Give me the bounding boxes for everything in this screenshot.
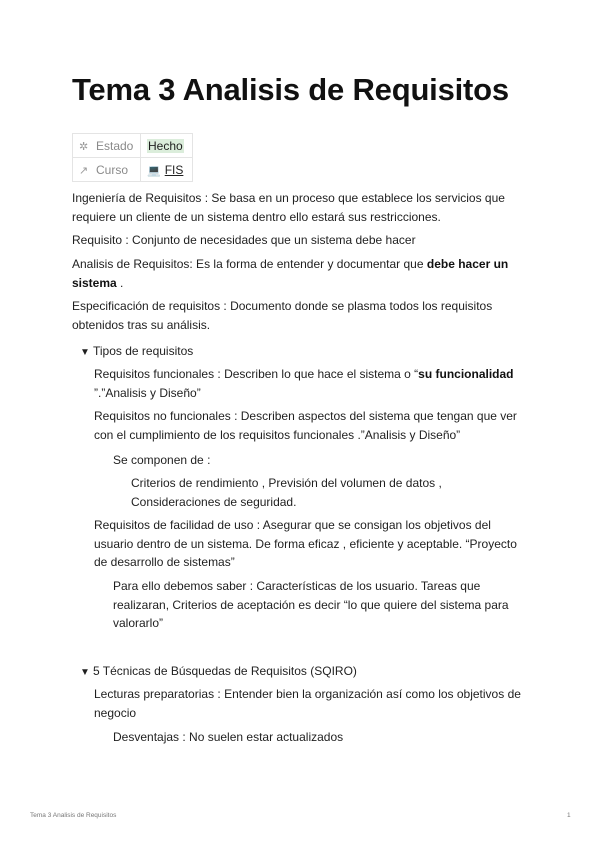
paragraph-analisis: Analisis de Requisitos: Es la forma de entender y documentar que debe hacer un sistema .	[72, 257, 509, 290]
paragraph-requisito: Requisito : Conjunto de necesidades que un sistema debe hacer	[72, 233, 416, 247]
paragraph-desventajas: Desventajas : No suelen estar actualizados	[113, 730, 344, 744]
footer-page-number: 1	[567, 812, 571, 819]
paragraph-facilidad-uso: Requisitos de facilidad de uso : Asegurar que se consigan los objetivos del usuario dentro de un sistema. De forma eficaz , eficiente y aceptable. “Proyecto de desarrollo de sistemas”	[94, 518, 517, 569]
footer-title: Tema 3 Analisis de Requisitos	[30, 812, 117, 819]
laptop-icon: 💻	[147, 164, 161, 177]
paragraph-especificacion: Especificación de requisitos : Documento donde se plasma todos los requisitos obtenidos tras su análisis.	[72, 299, 493, 332]
paragraph-req-funcionales: Requisitos funcionales : Describen lo que hace el sistema o “su funcionalidad ”.”Analisis y Diseño”	[94, 367, 514, 400]
course-link[interactable]: FIS	[164, 162, 184, 177]
paragraph-criterios: Criterios de rendimiento , Previsión del volumen de datos , Consideraciones de seguridad.	[131, 476, 442, 509]
property-key: Estado	[96, 138, 134, 153]
toggle-tipos-requisitos[interactable]: ▼ Tipos de requisitos	[80, 342, 193, 362]
paragraph-se-componen: Se componen de :	[113, 453, 211, 467]
paragraph-ingenieria: Ingeniería de Requisitos : Se basa en un proceso que establece los servicios que requiere un cliente de un sistema dentro ello estará sus restricciones.	[72, 191, 505, 224]
paragraph-lecturas: Lecturas preparatorias : Entender bien la organización así como los objetivos de negocio	[94, 687, 521, 720]
paragraph-req-no-funcionales: Requisitos no funcionales : Describen aspectos del sistema que tengan que ver con el cumplimiento de los requisitos funcionales .”Analisis y Diseño”	[94, 409, 517, 442]
toggle-tecnicas-busqueda[interactable]: ▼ 5 Técnicas de Búsquedas de Requisitos (SQIRO)	[80, 662, 357, 682]
arrow-up-right-icon: ↗	[79, 164, 89, 177]
status-badge: Hecho	[148, 138, 183, 153]
property-row-estado	[73, 134, 193, 158]
triangle-down-icon[interactable]: ▼	[80, 667, 90, 678]
loading-icon: ✲	[79, 140, 89, 153]
paragraph-debemos-saber: Para ello debemos saber : Características de los usuario. Tareas que realizaran, Criterios de aceptación es decir “lo que quiere del sistema para valorarlo”	[113, 579, 509, 630]
property-row-curso	[73, 158, 193, 182]
page-title: Tema 3 Analisis de Requisitos	[72, 72, 509, 107]
properties-table	[72, 133, 193, 182]
property-key: Curso	[96, 162, 129, 177]
triangle-down-icon[interactable]: ▼	[80, 347, 90, 358]
